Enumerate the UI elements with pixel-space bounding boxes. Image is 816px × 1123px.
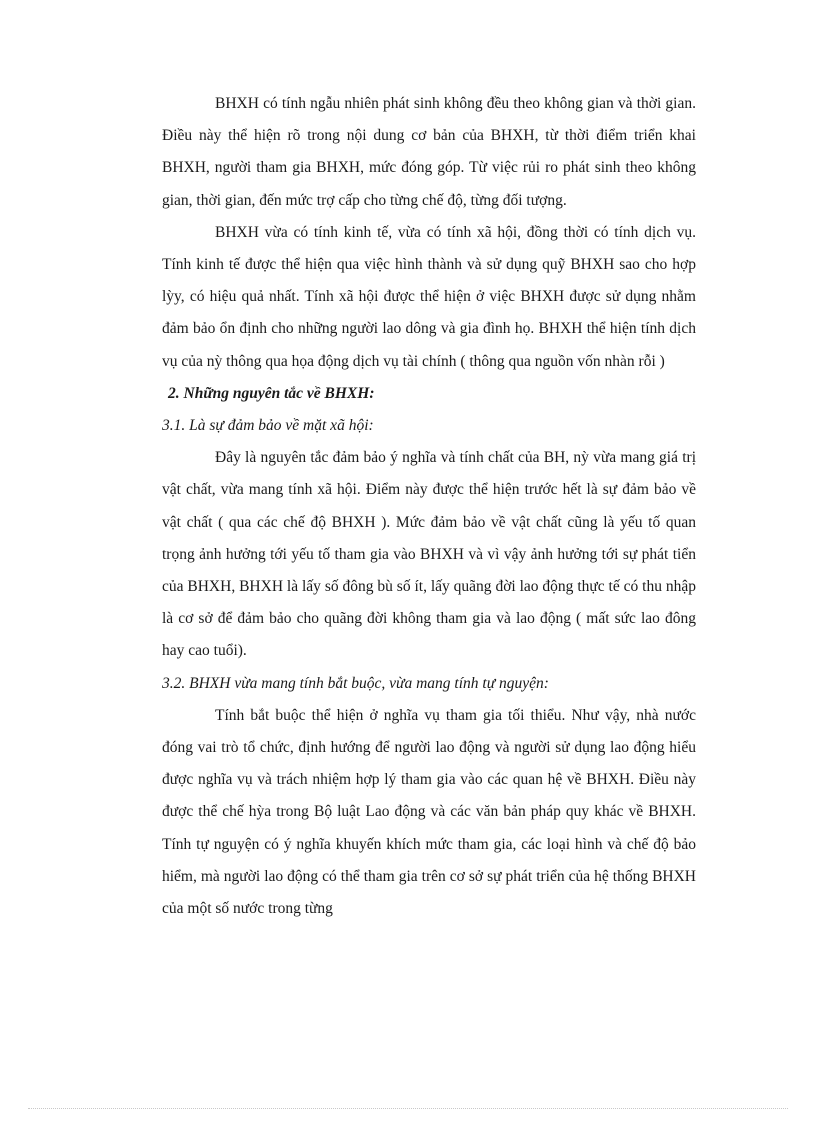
subsection-heading-3-1: 3.1. Là sự đảm bảo về mặt xã hội: (162, 417, 374, 435)
document-body (162, 88, 696, 925)
paragraph-randomness: BHXH có tính ngẫu nhiên phát sinh không đều theo không gian và thời gian. Điều này thể hiện rõ trong nội dung cơ bản của BHXH, từ thời điểm triển khai BHXH, người tham gia BHXH, mức đóng góp. Từ việc rủi ro phát sinh theo không gian, thời gian, đến mức trợ cấp cho từng chế độ, từng đối tượng. (162, 95, 696, 209)
paragraph-economic-social-service: BHXH vừa có tính kinh tế, vừa có tính xã hội, đồng thời có tính dịch vụ. Tính kinh tế được thể hiện qua việc hình thành và sử dụng quỹ BHXH sao cho hợp lỳy, có hiệu quả nhất. Tính xã hội được thể hiện ở việc BHXH được sử dụng nhằm đảm bảo ổn định cho những người lao dông và gia đình họ. BHXH thể hiện tính dịch vụ của nỳ thông qua họa động dịch vụ tài chính ( thông qua nguồn vốn nhàn rỗi ) (162, 223, 696, 370)
page-bottom-divider (28, 1108, 788, 1109)
section-heading-principles: 2. Những nguyên tắc về BHXH: (168, 384, 375, 402)
subsection-heading-3-2: 3.2. BHXH vừa mang tính bắt buộc, vừa mang tính tự nguyện: (162, 674, 549, 692)
paragraph-compulsory-voluntary: Tính bắt buộc thể hiện ở nghĩa vụ tham gia tối thiểu. Như vậy, nhà nước đóng vai trò tổ chức, định hướng để người lao động và người sử dụng lao động hiểu được nghĩa vụ và trách nhiệm hợp lý tham gia vào các quan hệ về BHXH. Điều này được thể chế hỳa trong Bộ luật Lao động và các văn bản pháp quy khác về BHXH. Tính tự nguyện có ý nghĩa khuyến khích mức tham gia, các loại hình và chế độ bảo hiểm, mà người lao động có thể tham gia trên cơ sở sự phát triển của hệ thống BHXH của một số nước trong từng (162, 706, 696, 918)
paragraph-social-guarantee: Đây là nguyên tắc đảm bảo ý nghĩa và tính chất của BH, nỳ vừa mang giá trị vật chất, vừa mang tính xã hội. Điểm này được thể hiện trước hết là sự đảm bảo về vật chất ( qua các chế độ BHXH ). Mức đảm bảo về vật chất cũng là yếu tố quan trọng ảnh hưởng tới yếu tố tham gia vào BHXH và vì vậy ảnh hưởng tới sự phát tiển của BHXH, BHXH là lấy số đông bù số ít, lấy quãng đời lao động thực tế có thu nhập là cơ sở để đảm bảo cho quãng đời không tham gia và lao động ( mất sức lao đông hay cao tuổi). (162, 449, 696, 660)
